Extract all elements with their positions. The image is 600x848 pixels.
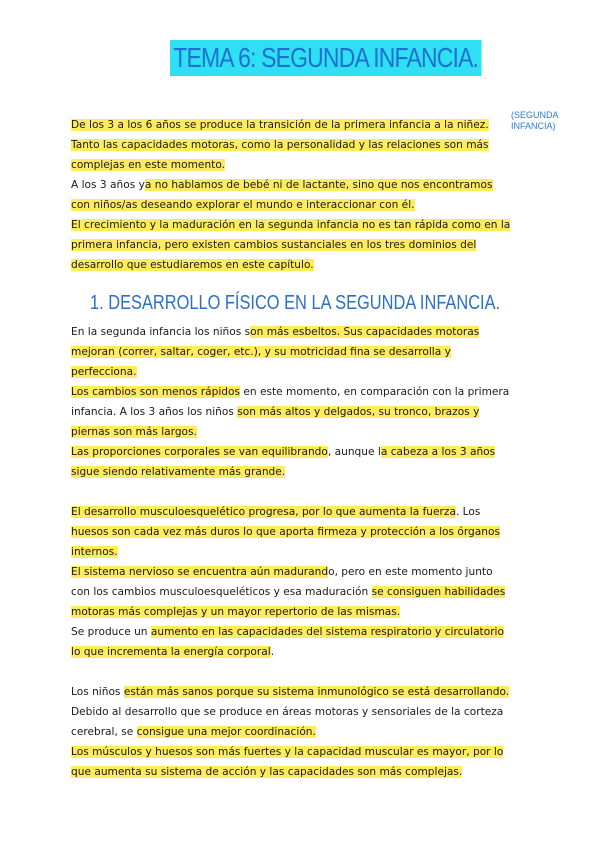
text-line [71,622,531,642]
plain-text: , aunque l [327,446,381,458]
text-line [71,215,531,235]
highlighted-text: El sistema nervioso se encuentra aún madurand [71,566,329,578]
highlighted-text: que aumenta su sistema de acción y las capacidades son más complejas. [71,766,463,778]
text-line [71,702,531,722]
text-line [71,155,531,175]
text-line [71,342,531,362]
plain-text: con los cambios musculoesqueléticos y esa maduración [71,586,372,598]
text-line [71,722,531,742]
highlighted-text: huesos son cada vez más duros lo que aporta firmeza y protección a los órganos [71,526,500,538]
text-line [71,135,531,155]
highlighted-text: a cabeza a los 3 años [380,446,496,458]
highlighted-text: consigue una mejor coordinación. [136,726,316,738]
text-line [71,662,531,682]
text-line [71,422,531,442]
text-line [71,462,531,482]
plain-text: . Los [455,506,481,518]
highlighted-text: motoras más complejas y un mayor repertorio de las mismas. [71,606,401,618]
plain-text: Debido al desarrollo que se produce en áreas motoras y sensoriales de la corteza [71,706,504,718]
highlighted-text: son más altos y delgados, su tronco, brazos y [237,406,480,418]
plain-text: Los niños [71,686,124,698]
highlighted-text: sigue siendo relativamente más grande. [71,466,286,478]
plain-text: En la segunda infancia los niños s [71,326,251,338]
highlighted-text: primera infancia, pero existen cambios sustanciales en los tres dominios del [71,239,477,251]
highlighted-text: Tanto las capacidades motoras, como la personalidad y las relaciones son más [71,139,489,151]
text-line [71,762,531,782]
text-line [71,522,531,542]
text-line [71,482,531,502]
text-line [71,602,531,622]
body-text [71,322,531,782]
section-heading: 1. DESARROLLO FÍSICO EN LA SEGUNDA INFANCIA. [90,292,501,314]
plain-text: en este momento, en comparación con la primera [240,386,510,398]
margin-note: (SEGUNDA INFANCIA) [511,110,559,131]
intro-paragraph [71,115,531,275]
highlighted-text: desarrollo que estudiaremos en este capítulo. [71,259,314,271]
highlighted-text: a no hablamos de bebé ni de lactante, sino que nos encontramos [144,179,493,191]
text-line [71,582,531,602]
highlighted-text: aumento en las capacidades del sistema respiratorio y circulatorio [150,626,504,638]
text-line [71,502,531,522]
text-line [71,362,531,382]
highlighted-text: De los 3 a los 6 años se produce la transición de la primera infancia a la niñez. [71,119,489,131]
text-line [71,402,531,422]
text-line [71,255,531,275]
highlighted-text: mejoran (correr, saltar, coger, etc.), y su motricidad fina se desarrolla y [71,346,451,358]
highlighted-text: piernas son más largos. [71,426,197,438]
plain-text: . [270,646,275,658]
plain-text: cerebral, se [71,726,137,738]
highlighted-text: se consiguen habilidades [371,586,506,598]
text-line [71,542,531,562]
highlighted-text: Los cambios son menos rápidos [71,386,240,398]
highlighted-text: con niños/as deseando explorar el mundo e interaccionar con él. [71,199,415,211]
text-line [71,235,531,255]
text-line [71,175,531,195]
text-line [71,682,531,702]
text-line [71,562,531,582]
plain-text: o, pero en este momento junto [328,566,493,578]
highlighted-text: complejas en este momento. [71,159,225,171]
text-line [71,642,531,662]
highlighted-text: están más sanos porque su sistema inmunológico se está desarrollando. [123,686,510,698]
highlighted-text: El desarrollo musculoesquelético progresa, por lo que aumenta la fuerza [71,506,456,518]
text-line [71,195,531,215]
text-line [71,115,531,135]
highlighted-text: on más esbeltos. Sus capacidades motoras [250,326,480,338]
highlighted-text: perfecciona. [71,366,137,378]
plain-text: A los 3 años y [71,179,145,191]
highlighted-text: internos. [71,546,118,558]
text-line [71,442,531,462]
highlighted-text: Los músculos y huesos son más fuertes y la capacidad muscular es mayor, por lo [71,746,504,758]
highlighted-text: Las proporciones corporales se van equilibrando [71,446,328,458]
text-line [71,742,531,762]
plain-text: Se produce un [71,626,151,638]
highlighted-text: lo que incrementa la energía corporal [71,646,271,658]
page-title: TEMA 6: SEGUNDA INFANCIA. [170,40,481,76]
text-line [71,382,531,402]
text-line [71,322,531,342]
plain-text: infancia. A los 3 años los niños [71,406,238,418]
highlighted-text: El crecimiento y la maduración en la segunda infancia no es tan rápida como en la [71,219,511,231]
